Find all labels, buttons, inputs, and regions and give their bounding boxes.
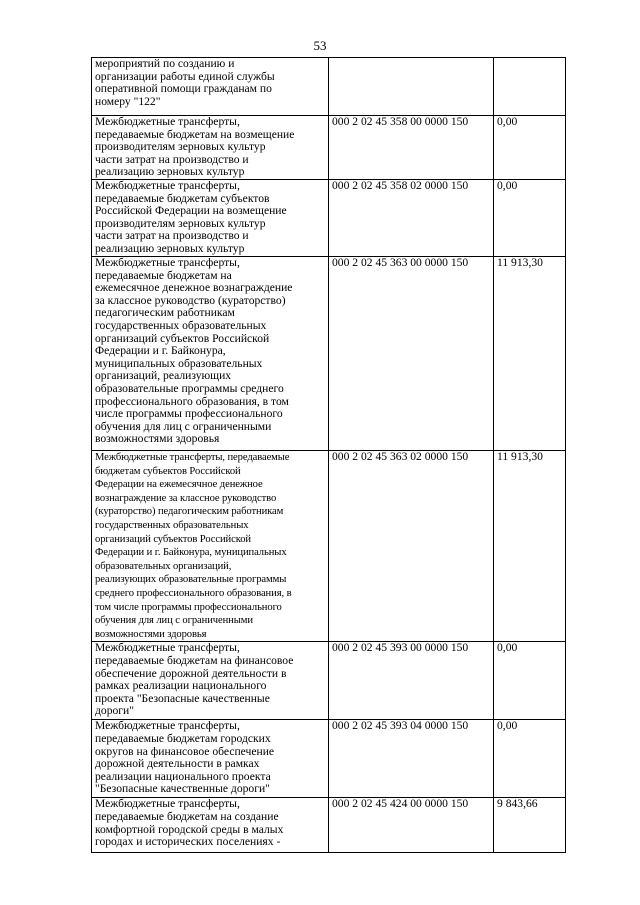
row-name: Межбюджетные трансферты, передаваемые бюджетам на финансовое обеспечение дорожной деятельности в рамках реализации национального проекта "Безопасные качественные дороги": [95, 641, 294, 718]
row-amount-cell: [494, 720, 566, 798]
row-code: 000 2 02 45 363 02 0000 150: [332, 450, 469, 463]
page-number: 53: [313, 38, 327, 53]
table-row: [92, 798, 566, 853]
row-amount: 0,00: [497, 719, 518, 733]
row-code: 000 2 02 45 358 02 0000 150: [332, 179, 469, 192]
row-code-cell: [329, 720, 494, 798]
row-code: 000 2 02 45 424 00 0000 150: [332, 797, 469, 811]
row-code-cell: [329, 451, 494, 642]
row-amount-cell: [494, 116, 566, 180]
row-code-cell: [329, 116, 494, 180]
table-row: [92, 451, 566, 642]
table-row: [92, 720, 566, 798]
row-name-cell: [92, 58, 329, 116]
row-amount-cell: [494, 798, 566, 853]
row-name-cell: [92, 257, 329, 451]
row-amount-cell: [494, 642, 566, 720]
row-amount-cell: [494, 58, 566, 116]
row-name: Межбюджетные трансферты, передаваемые бюджетам субъектов Российской Федерации на возмещение производителям зерновых культур части затрат на производство и реализацию зерновых культур: [95, 179, 287, 255]
row-name: Межбюджетные трансферты, передаваемые бюджетам субъектов Российской Федерации на ежемесячное денежное вознаграждение за классное руководство (кураторство) педагогическим работникам государственных образовательных организаций субъектов Российской Федерации и г. Байконура, муниципальных образовательных организаций, реализующих образовательные программы среднего профессионального образования, в том числе программы профессионального обучения для лиц с ограниченными возможностями здоровья: [95, 452, 292, 640]
row-code: 000 2 02 45 363 00 0000 150: [332, 256, 469, 269]
row-name-cell: [92, 116, 329, 180]
row-name: Межбюджетные трансферты, передаваемые бюджетам городских округов на финансовое обеспечение дорожной деятельности в рамках реализации национального проекта "Безопасные качественные дороги": [95, 719, 275, 796]
row-code-cell: [329, 798, 494, 853]
row-amount: 11 913,30: [497, 256, 543, 269]
row-amount: 11 913,30: [497, 450, 543, 463]
row-code-cell: [329, 58, 494, 116]
row-amount: 0,00: [497, 641, 518, 655]
row-name-cell: [92, 720, 329, 798]
row-name-cell: [92, 180, 329, 257]
table-row: [92, 257, 566, 451]
row-amount: 0,00: [497, 179, 518, 192]
row-amount: 0,00: [497, 115, 518, 128]
table-row: [92, 58, 566, 116]
row-amount-cell: [494, 451, 566, 642]
row-code-cell: [329, 642, 494, 720]
budget-transfers-table: [91, 57, 566, 853]
row-amount-cell: [494, 180, 566, 257]
table-row: [92, 642, 566, 720]
row-amount-cell: [494, 257, 566, 451]
row-name: Межбюджетные трансферты, передаваемые бюджетам на ежемесячное денежное вознаграждение за классное руководство (кураторство) педагогическим работникам государственных образовательных организаций субъектов Российской Федерации и г. Байконура, муниципальных образовательных организаций, реализующих образовательные программы среднего профессионального образования, в том числе программы профессионального обучения для лиц с ограниченными возможностями здоровья: [95, 256, 293, 446]
row-name: Межбюджетные трансферты, передаваемые бюджетам на возмещение производителям зерновых культур части затрат на производство и реализацию зерновых культур: [95, 115, 295, 179]
row-name-cell: [92, 798, 329, 853]
table-row: [92, 180, 566, 257]
row-code: 000 2 02 45 393 00 0000 150: [332, 641, 469, 655]
row-code: 000 2 02 45 358 00 0000 150: [332, 115, 469, 128]
row-code-cell: [329, 257, 494, 451]
row-code: 000 2 02 45 393 04 0000 150: [332, 719, 469, 733]
table-row: [92, 116, 566, 180]
row-name: мероприятий по созданию и организации работы единой службы оперативной помощи гражданам по номеру "122": [95, 57, 275, 108]
row-code-cell: [329, 180, 494, 257]
row-name-cell: [92, 451, 329, 642]
row-name-cell: [92, 642, 329, 720]
row-name: Межбюджетные трансферты, передаваемые бюджетам на создание комфортной городской среды в малых городах и исторических поселениях -: [95, 797, 284, 849]
row-amount: 9 843,66: [497, 797, 538, 811]
